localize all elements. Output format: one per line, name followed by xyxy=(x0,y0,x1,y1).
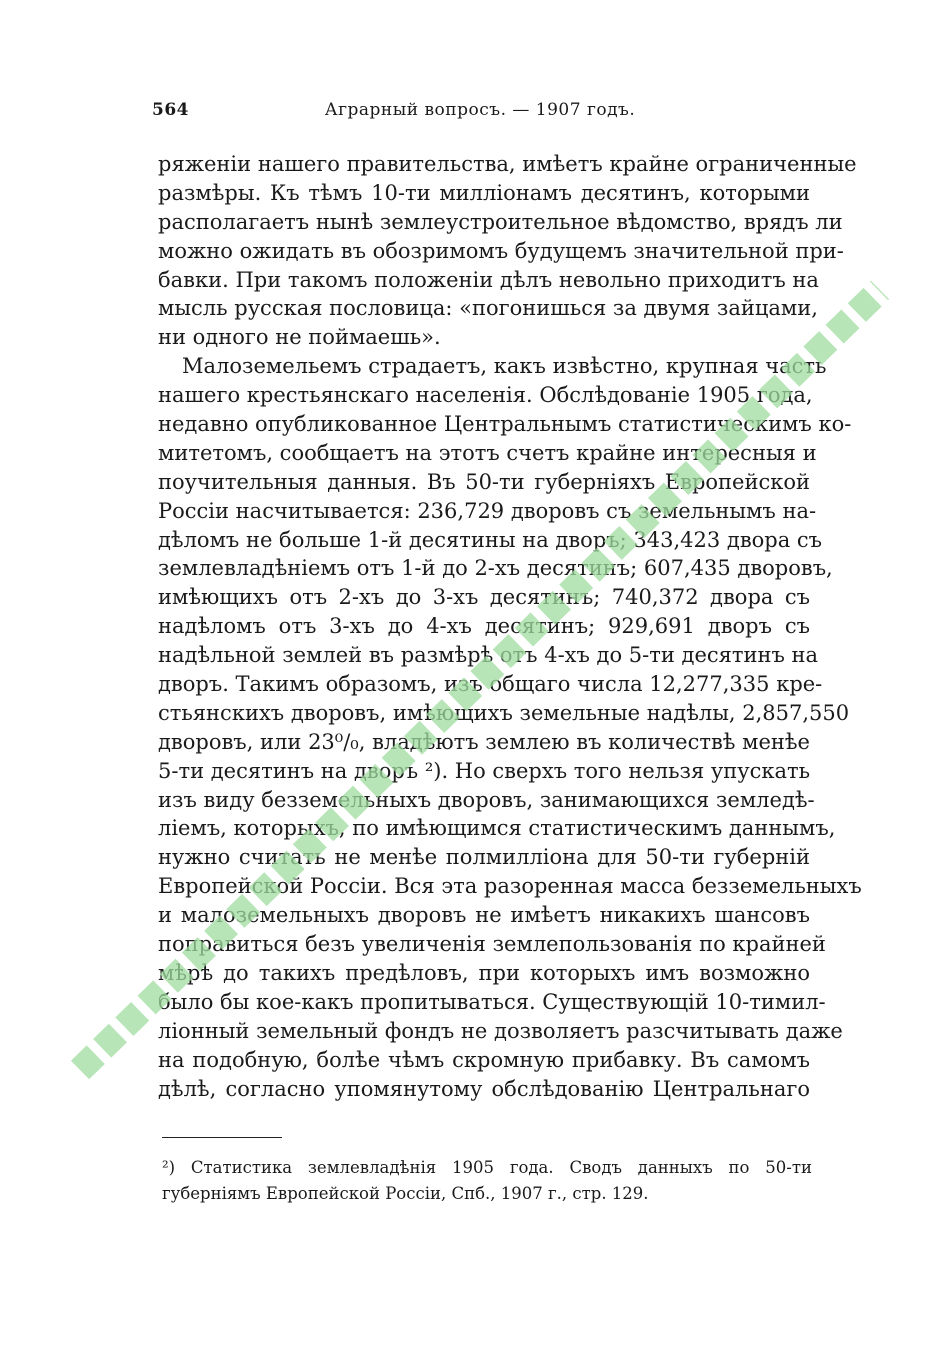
text-line: можно ожидать въ обозримомъ будущемъ значительной при- xyxy=(158,238,844,263)
page-number: 564 xyxy=(152,100,189,120)
text-line: поучительныя данныя. Въ 50-ти губерніяхъ Европейской xyxy=(158,469,810,494)
text-line: размѣры. Къ тѣмъ 10-ти милліонамъ десятинъ, которыми xyxy=(158,180,810,205)
footnote-divider xyxy=(162,1137,282,1138)
text-line: поправиться безъ увеличенія землепользованія по крайней xyxy=(158,932,826,957)
text-line: было бы кое-какъ пропитываться. Существующій 10-тимил- xyxy=(158,989,826,1014)
text-line: располагаетъ нынѣ землеустроительное вѣдомство, врядъ ли xyxy=(158,209,843,234)
paragraph xyxy=(158,150,857,352)
text-line: Малоземельемъ страдаетъ, какъ извѣстно, крупная часть xyxy=(182,354,827,379)
text-line: нашего крестьянскаго населенія. Обслѣдованіе 1905 года, xyxy=(158,383,813,408)
text-line: дворовъ, или 23⁰/₀, владѣютъ землею въ количествѣ менѣе xyxy=(158,729,810,754)
text-line: дѣлѣ, согласно упомянутому обслѣдованію Центральнаго xyxy=(158,1076,810,1101)
text-line: и малоземельныхъ дворовъ не имѣетъ никакихъ шансовъ xyxy=(158,903,810,928)
text-line: бавки. При такомъ положеніи дѣлъ невольно приходитъ на xyxy=(158,267,819,292)
text-line: на подобную, болѣе чѣмъ скромную прибавку. Въ самомъ xyxy=(158,1047,810,1072)
text-line: дѣломъ не больше 1-й десятины на дворъ; 343,423 двора съ xyxy=(158,527,823,552)
text-line: нужно считать не менѣе полмилліона для 50-ти губерній xyxy=(158,845,810,870)
footnote-line: ²) Статистика землевладѣнія 1905 года. Сводъ данныхъ по 50-ти xyxy=(162,1158,812,1177)
text-line: мысль русская пословица: «погонишься за двумя зайцами, xyxy=(158,296,818,321)
text-line: ліонный земельный фондъ не дозволяетъ разсчитывать даже xyxy=(158,1018,843,1043)
text-line: ліемъ, которыхъ, по имѣющимся статистическимъ даннымъ, xyxy=(158,816,836,841)
paragraph xyxy=(158,352,862,1103)
footnotes xyxy=(162,1155,812,1207)
text-line: митетомъ, сообщаетъ на этотъ счетъ крайне интересныя и xyxy=(158,440,817,465)
text-line: Европейской Россіи. Вся эта разоренная масса безземельныхъ xyxy=(158,874,862,899)
text-line: дворъ. Такимъ образомъ, изъ общаго числа 12,277,335 кре- xyxy=(158,672,823,697)
text-line: стьянскихъ дворовъ, имѣющихъ земельные надѣлы, 2,857,550 xyxy=(158,700,850,725)
text-line: 5-ти десятинъ на дворъ ²). Но сверхъ того нельзя упускать xyxy=(158,758,811,783)
text-line: имѣющихъ отъ 2-хъ до 3-хъ десятинъ; 740,372 двора съ xyxy=(158,585,810,610)
text-line: ни одного не поймаешь». xyxy=(158,325,441,350)
running-title: Аграрный вопросъ. — 1907 годъ. xyxy=(324,100,636,120)
text-line: надѣльной землей въ размѣрѣ отъ 4-хъ до 5-ти десятинъ на xyxy=(158,643,819,668)
text-line: изъ виду безземельныхъ дворовъ, занимающихся земледѣ- xyxy=(158,787,815,812)
text-line: землевладѣніемъ отъ 1-й до 2-хъ десятинъ; 607,435 дворовъ, xyxy=(158,556,833,581)
text-line: надѣломъ отъ 3-хъ до 4-хъ десятинъ; 929,691 дворъ съ xyxy=(158,614,810,639)
page-header xyxy=(150,96,810,126)
text-line: недавно опубликованное Центральнымъ статистическимъ ко- xyxy=(158,412,852,437)
text-line: Россіи насчитывается: 236,729 дворовъ съ земельнымъ на- xyxy=(158,498,817,523)
body-text xyxy=(158,150,862,1103)
footnote-line: губерніямъ Европейской Россіи, Спб., 1907 г., стр. 129. xyxy=(162,1184,649,1203)
text-line: ряженіи нашего правительства, имѣетъ крайне ограниченные xyxy=(158,152,857,176)
text-line: мѣрѣ до такихъ предѣловъ, при которыхъ имъ возможно xyxy=(158,960,810,985)
